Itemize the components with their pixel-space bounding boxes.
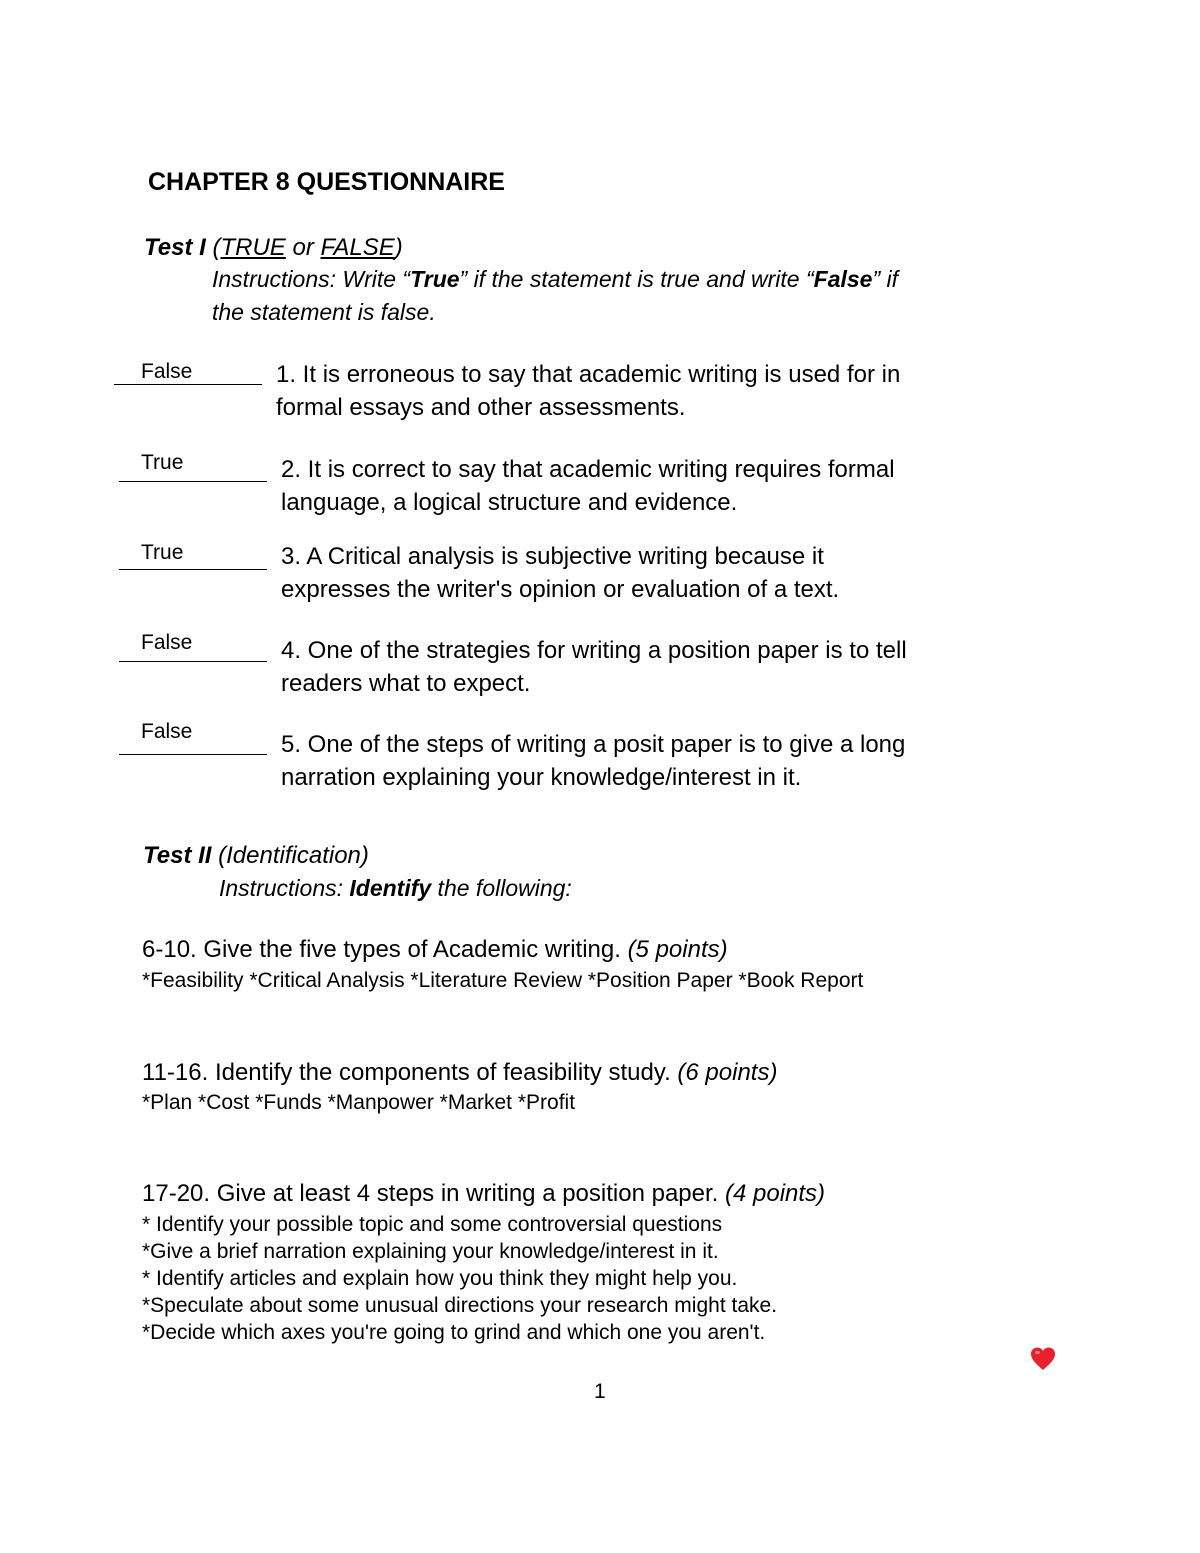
question-2: [281, 453, 895, 519]
answer-17-20-line-2: *Give a brief narration explaining your knowledge/interest in it.: [142, 1240, 719, 1263]
document-title: CHAPTER 8 QUESTIONNAIRE: [148, 168, 505, 196]
test1-instructions-line2: the statement is false.: [212, 299, 436, 325]
question-4-line1: 4. One of the strategies for writing a position paper is to tell: [281, 637, 907, 664]
heart-icon-svg: [1030, 1346, 1056, 1372]
question-5-line2: narration explaining your knowledge/interest in it.: [281, 764, 802, 791]
test1-or-word: or: [285, 234, 321, 261]
test2-label: Test II: [143, 842, 212, 869]
answer-17-20: [142, 1211, 777, 1346]
answer-field-2[interactable]: True: [141, 451, 184, 474]
page-number: 1: [594, 1380, 606, 1403]
answer-11-16: [142, 1089, 575, 1116]
instr-part2: ” if the statement is true and write “: [459, 266, 814, 292]
test2-instr-part2: the following:: [431, 875, 572, 901]
question-17-20: [142, 1180, 825, 1208]
answer-field-4[interactable]: False: [141, 631, 193, 654]
question-17-20-points: (4 points): [725, 1180, 826, 1207]
question-11-16: [142, 1059, 777, 1087]
test1-open-paren: (: [212, 234, 221, 261]
question-2-line1: 2. It is correct to say that academic writing requires formal: [281, 456, 895, 483]
heart-icon: [1030, 1346, 1056, 1372]
answer-line-2: [119, 481, 267, 482]
question-6-10-text: 6-10. Give the five types of Academic writing.: [142, 936, 628, 963]
answer-line-5: [119, 754, 267, 755]
question-6-10: [142, 936, 728, 964]
question-1-line2: formal essays and other assessments.: [276, 394, 686, 421]
answer-17-20-line-4: *Speculate about some unusual directions your research might take.: [142, 1294, 778, 1317]
instr-false-bold: False: [813, 266, 873, 292]
question-2-line2: language, a logical structure and evidence.: [281, 489, 738, 516]
question-1: [276, 358, 900, 424]
test1-false-word: FALSE: [320, 234, 395, 261]
answer-11-16-line: *Plan *Cost *Funds *Manpower *Market *Profit: [142, 1091, 576, 1114]
instr-true-bold: True: [410, 266, 460, 292]
test2-instr-bold: Identify: [349, 875, 432, 901]
answer-6-10: [142, 967, 863, 994]
question-1-line1: 1. It is erroneous to say that academic writing is used for in: [276, 361, 901, 388]
answer-line-4: [119, 661, 267, 662]
question-11-16-points: (6 points): [677, 1059, 778, 1086]
instr-part3: ” if: [872, 266, 899, 292]
question-5: [281, 728, 905, 794]
question-4-line2: readers what to expect.: [281, 670, 531, 697]
test1-true-word: TRUE: [220, 234, 286, 261]
answer-field-1[interactable]: False: [141, 360, 193, 383]
question-11-16-text: 11-16. Identify the components of feasibility study.: [142, 1059, 678, 1086]
test1-heading: [144, 234, 403, 262]
answer-17-20-line-1: * Identify your possible topic and some controversial questions: [142, 1213, 723, 1236]
answer-field-5[interactable]: False: [141, 720, 193, 743]
question-17-20-text: 17-20. Give at least 4 steps in writing a position paper.: [142, 1180, 725, 1207]
test2-instructions: [219, 872, 572, 905]
answer-6-10-line: *Feasibility *Critical Analysis *Literature Review *Position Paper *Book Report: [142, 969, 864, 992]
question-4: [281, 634, 907, 700]
answer-17-20-line-3: * Identify articles and explain how you think they might help you.: [142, 1267, 738, 1290]
question-5-line1: 5. One of the steps of writing a posit paper is to give a long: [281, 731, 906, 758]
instr-part1: Instructions: Write “: [212, 266, 411, 292]
test1-close-paren: ): [394, 234, 403, 261]
question-3-line2: expresses the writer's opinion or evaluation of a text.: [281, 576, 840, 603]
test2-instr-part1: Instructions:: [219, 875, 350, 901]
test2-heading: [143, 842, 369, 870]
test1-instructions: [212, 263, 898, 329]
test1-label: Test I: [144, 234, 206, 261]
question-3-line1: 3. A Critical analysis is subjective writing because it: [281, 543, 824, 570]
answer-line-1: [114, 384, 262, 385]
answer-line-3: [119, 569, 267, 570]
answer-17-20-line-5: *Decide which axes you're going to grind and which one you aren't.: [142, 1321, 766, 1344]
question-6-10-points: (5 points): [627, 936, 728, 963]
test1-instructions-line1: [212, 263, 898, 296]
test2-subtitle: (Identification): [211, 842, 369, 869]
question-3: [281, 540, 839, 606]
answer-field-3[interactable]: True: [141, 541, 184, 564]
